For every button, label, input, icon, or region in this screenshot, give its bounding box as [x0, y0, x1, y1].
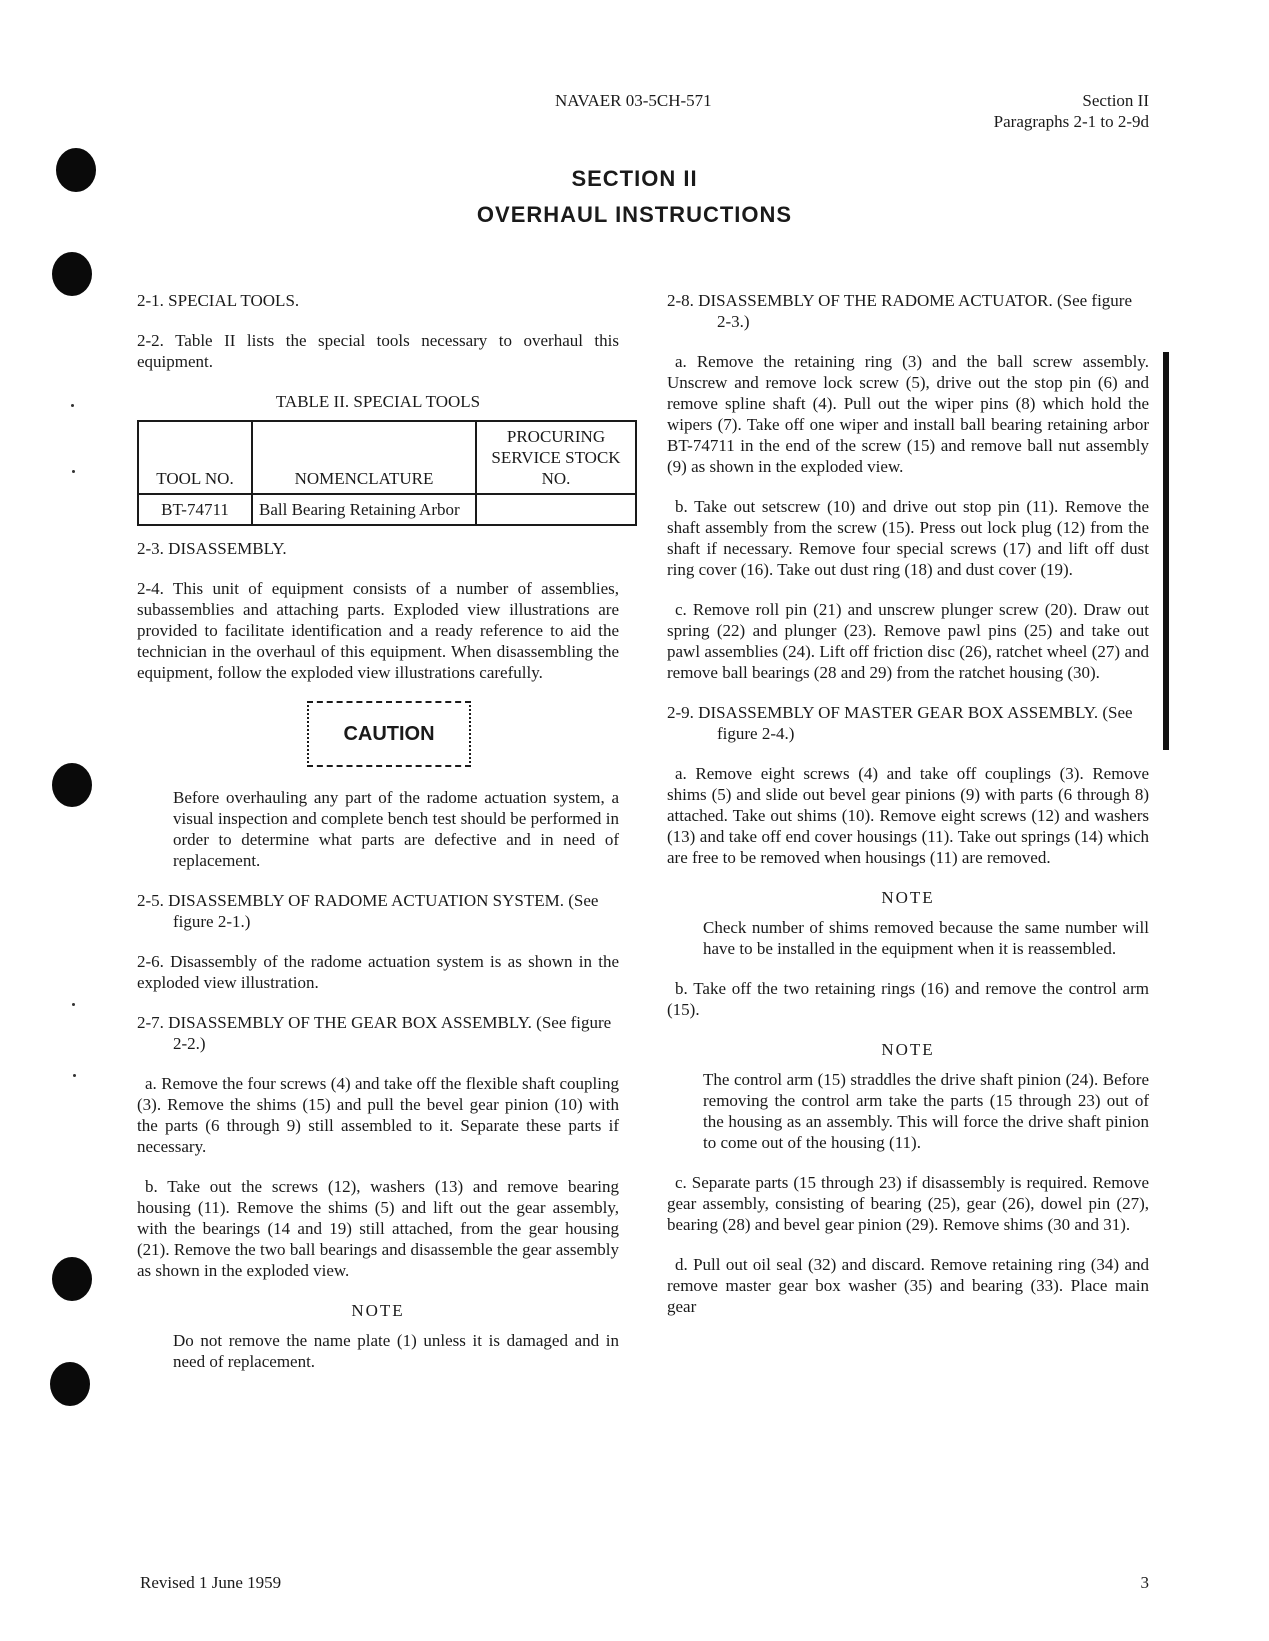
para-2-4: 2-4. This unit of equipment consists of a number of assemblies, subassemblies and attaching parts. Exploded view illustrations are provided to facilitate identification and a ready reference to aid the technician in the overhaul of this equipment. When disassembling the equipment, follow the exploded view illustrations carefully.: [137, 579, 619, 682]
para-2-9: 2-9. DISASSEMBLY OF MASTER GEAR BOX ASSEMBLY. (See figure 2-4.): [667, 703, 1133, 743]
para-2-9c: c. Separate parts (15 through 23) if disassembly is required. Remove gear assembly, consisting of bearing (25), gear (26), dowel pin (27), bearing (28) and bevel gear pinion (29). Remove shims (30 and 31).: [667, 1173, 1149, 1234]
para-2-8: 2-8. DISASSEMBLY OF THE RADOME ACTUATOR. (See figure 2-3.): [667, 291, 1133, 331]
doc-number: NAVAER 03-5CH-571: [555, 91, 712, 110]
para-2-7a: a. Remove the four screws (4) and take off the flexible shaft coupling (3). Remove the shims (15) and pull the bevel gear pinion (10) with the parts (6 through 9) still assembled to it. Separate these parts if necessary.: [137, 1074, 619, 1156]
para-2-9d: d. Pull out oil seal (32) and discard. Remove retaining ring (34) and remove master gear box washer (35) and bearing (33). Place main gear: [667, 1255, 1149, 1316]
section-label: Section II: [1082, 91, 1149, 110]
note-label: NOTE: [351, 1301, 405, 1320]
caution-area: [137, 683, 619, 787]
note-text: Do not remove the name plate (1) unless it is damaged and in need of replacement.: [173, 1331, 619, 1371]
revision-change-bar: [1163, 352, 1169, 750]
speck: [72, 470, 75, 473]
para-2-3: 2-3. DISASSEMBLY.: [137, 539, 287, 558]
special-tools-table: [137, 420, 637, 526]
note1-label: NOTE: [881, 888, 935, 907]
cell-nomenclature: Ball Bearing Retaining Arbor: [252, 494, 476, 525]
para-2-7: 2-7. DISASSEMBLY OF THE GEAR BOX ASSEMBLY. (See figure 2-2.): [137, 1013, 612, 1053]
caution-text: Before overhauling any part of the radome actuation system, a visual inspection and complete bench test should be performed in order to determine what parts are defective and in need of replacement.: [173, 788, 619, 870]
col-header-tool-no: TOOL NO.: [138, 421, 252, 494]
col-header-nomenclature: NOMENCLATURE: [252, 421, 476, 494]
table-header-row: [138, 421, 636, 494]
para-2-2: 2-2. Table II lists the special tools necessary to overhaul this equipment.: [137, 331, 619, 371]
speck: [72, 1003, 75, 1006]
table-row: [138, 494, 636, 525]
table-title: TABLE II. SPECIAL TOOLS: [275, 392, 481, 411]
para-2-8a: a. Remove the retaining ring (3) and the ball screw assembly. Unscrew and remove lock screw (5), drive out the stop pin (6) and remove spline shaft (4). Pull out the wiper pins (8) which hold the wipers (7). Take off one wiper and install ball bearing retaining arbor BT-74711 in the end of the screw (15) and remove ball nut assembly (9) as shown in the exploded view.: [667, 352, 1149, 476]
speck: [73, 1074, 76, 1077]
section-subtitle: OVERHAUL INSTRUCTIONS: [476, 202, 793, 227]
caution-label: CAUTION: [343, 722, 435, 745]
binder-hole-2: [52, 252, 92, 296]
caution-box: [307, 701, 471, 767]
paragraphs-label: Paragraphs 2-1 to 2-9d: [993, 112, 1149, 131]
para-2-8c: c. Remove roll pin (21) and unscrew plunger screw (20). Draw out spring (22) and plunger (23). Remove pawl pins (25) and take out pawl assemblies (24). Lift off friction disc (26), ratchet wheel (27) and remove ball bearings (28 and 29) from the ratchet housing (30).: [667, 600, 1149, 682]
para-2-8b: b. Take out setscrew (10) and drive out stop pin (11). Remove the shaft assembly from the screw (15). Press out lock plug (12) from the shaft if necessary. Remove four special screws (17) and lift off dust ring cover (16). Take out dust ring (18) and dust cover (19).: [667, 497, 1149, 579]
right-column: [667, 290, 1149, 1317]
note2-label: NOTE: [881, 1040, 935, 1059]
col-header-stock-no: PROCURING SERVICE STOCK NO.: [476, 421, 636, 494]
left-column: [137, 290, 619, 1372]
para-2-9a: a. Remove eight screws (4) and take off couplings (3). Remove shims (5) and slide out bevel gear pinions (9) with parts (6 through 8) attached. Take out shims (10). Remove eight screws (12) and washers (13) and take off end cover housings (11). Take out springs (14) which are free to be removed when housings (11) are removed.: [667, 764, 1149, 867]
page-number: 3: [1140, 1573, 1149, 1592]
speck: [71, 404, 74, 407]
revision-date: Revised 1 June 1959: [140, 1573, 282, 1592]
section-title: SECTION II: [571, 166, 698, 191]
para-2-7b: b. Take out the screws (12), washers (13) and remove bearing housing (11). Remove the shims (5) and lift out the gear assembly, with the bearings (14 and 19) still attached, from the gear housing (21). Remove the two ball bearings and disassemble the gear assembly as shown in the exploded view.: [137, 1177, 619, 1280]
cell-tool-no: BT-74711: [138, 494, 252, 525]
note2-text: The control arm (15) straddles the drive shaft pinion (24). Before removing the control arm take the parts (15 through 23) out of the housing as an assembly. This will force the drive shaft pinion to come out of the housing (11).: [703, 1070, 1149, 1152]
para-2-6: 2-6. Disassembly of the radome actuation system is as shown in the exploded view illustration.: [137, 952, 619, 992]
cell-stock-no: [476, 494, 636, 525]
para-2-5: 2-5. DISASSEMBLY OF RADOME ACTUATION SYSTEM. (See figure 2-1.): [137, 891, 599, 931]
binder-hole-5: [50, 1362, 90, 1406]
binder-hole-4: [52, 1257, 92, 1301]
para-2-9b: b. Take off the two retaining rings (16) and remove the control arm (15).: [667, 979, 1149, 1019]
binder-hole-3: [52, 763, 92, 807]
para-2-1: 2-1. SPECIAL TOOLS.: [137, 291, 300, 310]
note1-text: Check number of shims removed because the same number will have to be installed in the equipment when it is reassembled.: [703, 918, 1149, 958]
